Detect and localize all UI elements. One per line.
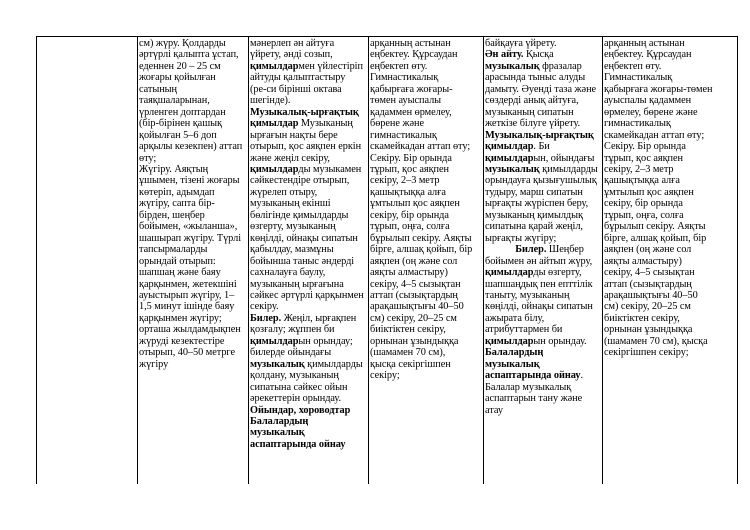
table-border-4: [483, 36, 484, 484]
table-cell-col-3: мәнерлеп ән айтуға үйрету, әнді созып, қимылдармен үйлестіріп айтуды қалыптастыру (ре-си бірінші октава шегінде). Музыкалық-ырғақтық қимылдар Музыканың ырғағын нақты бере отырып, қос аяқпен еркін және жеңіл секіру, қимылдарды музыкамен сәйкестендіре отырып, жүрелеп отыру, музыканың екінші бөлігінде қимылдарды өзгерту, музыканың көңілді, ойнақы сипатын қабылдау, мазмұны бойынша таныс әндерді сахналауға баулу, музыканың ырғағына сәйкес әртүрлі қарқынмен секіру. Билер. Жеңіл, ырғақпен қозғалу; жұппен би қимылдарын орындау; билерде ойындағы музыкалық қимылдарды қолдану, музыканың сипатына сәйкес ойын әрекеттерін орындау. Ойындар, хороводтар Балалардың музыкалық аспаптарында ойнау: [250, 38, 364, 450]
table-cell-col-2: см) жүру. Қолдарды әртүрлі қалыпта ұстап, еденнен 20 – 25 см жоғары қойылған сатының таяқшаларынан, үрленген доптардан (бір-бірінен қашық қойылған 5–6 доп арқылы кезекпен) аттап өту; Жүгіру. Аяқтың ұшымен, тізені жоғары көтеріп, адымдап жүгіру, сапта бір- бірден, шеңбер бойымен, «жыланша», шашырап жүгіру. Түрлі тапсырмаларды орындай отырып: шапшаң және баяу қарқынмен, жетекшіні ауыстырып жүгіру, 1– 1,5 минут ішінде баяу қарқынмен жүгіру; орташа жылдамдықпен жүруді кезектестіре отырып, 40–50 метрге жүгіру: [139, 38, 243, 370]
table-border-2: [248, 36, 249, 484]
table-cell-col-4: арқанның астынан еңбектеу. Құрсаудан еңбектеп өту. Гимнастикалық қабырғаға жоғары- төмен ауыспалы қадаммен өрмелеу, бөрене және гимнастикалық скамейкадан аттап өту; Секіру. Бір орында тұрып, қос аяқпен секіру, 2–3 метр қашықтыққа алға ұмтылып қос аяқпен секіру, бір орында тұрып, оңға, солға бұрылып секіру. Аяқты бірге, алшақ қойып, бір аяқпен (оң және сол аяқты алмастыру) секіру, 4–5 сызықтан аттап (сызықтардың арақашықтығы 40–50 см) секіру, 20–25 см биіктіктен секіру, орнынан ұзындыққа (шамамен 70 см), қысқа секіргішпен секіру;: [370, 38, 473, 382]
table-border-0: [36, 36, 37, 484]
table-cell-col-6: арқанның астынан еңбектеу. Құрсаудан еңбектеп өту. Гимнастикалық қабырғаға жоғары-төмен ауыспалы қадаммен өрмелеу, бөрене және гимнастикалық скамейкадан аттап өту; Секіру. Бір орында тұрып, қос аяқпен секіру, 2–3 метр қашықтыққа алға ұмтылып қос аяқпен секіру, бір орында тұрып, оңға, солға бұрылып секіру. Аяқты бірге, алшақ қойып, бір аяқпен (оң және сол аяқты алмастыру) секіру, 4–5 сызықтан аттап (сызықтардың арақашықтығы 40–50 см) секіру, 20–25 см биіктіктен секіру, орнынан ұзындыққа (шамамен 70 см), қысқа секіргішпен секіру;: [604, 38, 713, 359]
table-border-6: [737, 36, 738, 484]
table-border-3: [368, 36, 369, 484]
table-cell-col-5: байқауға үйрету. Ән айту. Қысқа музыкалық фразалар арасында тыныс алуды дамыту. Әуенді таза және сөздерді анық айтуға, музыканың сипатын жеткізе білуге үйрету. Музыкалық-ырғақтық қимылдар. Би қимылдарын, ойындағы музыкалық қимылдарды орындауға қызығушылық тудыру, марш сипатын ырғақты жүріспен беру, музыканың қимылдық сипатына қарай жеңіл, ырғақты жүгіру; Билер. Шеңбер бойымен ән айтып жүру, қимылдарды өзгерту, шапшаңдық пен епттілік таныту, музыканың көңілді, ойнақы сипатын ажырата білу, атрибуттармен би қимылдарын орындау. Балалардың музыкалық аспаптарында ойнау. Балалар музыкалық аспаптарын тану және атау: [485, 38, 598, 416]
table-border-5: [602, 36, 603, 484]
table-top-border: [36, 36, 737, 37]
table-border-1: [137, 36, 138, 484]
